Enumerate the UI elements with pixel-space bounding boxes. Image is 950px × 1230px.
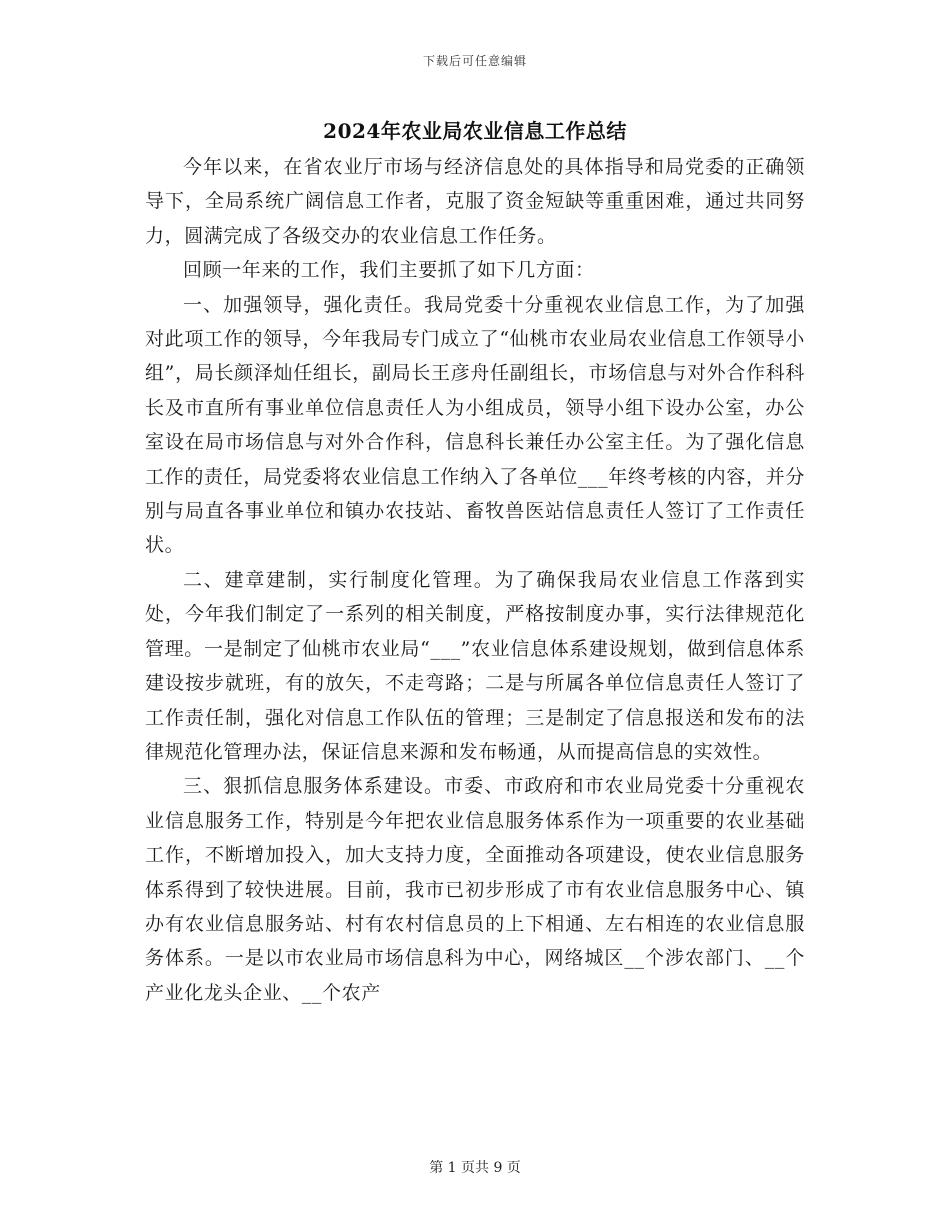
- paragraph-section-2: 二、建章建制，实行制度化管理。为了确保我局农业信息工作落到实处，今年我们制定了一系列的相关制度，严格按制度办事，实行法律规范化管理。一是制定了仙桃市农业局“___”农业信息体系建设规划，做到信息体系建设按步就班，有的放矢，不走弯路；二是与所属各单位信息责任人签订了工作责任制，强化对信息工作队伍的管理；三是制定了信息报送和发布的法律规范化管理办法，保证信息来源和发布畅通，从而提高信息的实效性。: [145, 568, 805, 763]
- paragraph-intro: 今年以来，在省农业厅市场与经济信息处的具体指导和局党委的正确领导下，全局系统广阔信息工作者，克服了资金短缺等重重困难，通过共同努力，圆满完成了各级交办的农业信息工作任务。: [145, 156, 805, 247]
- document-body: [145, 150, 805, 1010]
- paragraph-section-3: 三、狠抓信息服务体系建设。市委、市政府和市农业局党委十分重视农业信息服务工作，特别是今年把农业信息服务体系作为一项重要的农业基础工作，不断增加投入，加大支持力度，全面推动各项建设，使农业信息服务体系得到了较快进展。目前，我市已初步形成了市有农业信息服务中心、镇办有农业信息服务站、村有农村信息员的上下相通、左右相连的农业信息服务体系。一是以市农业局市场信息科为中心，网络城区__个涉农部门、__个产业化龙头企业、__个农产: [145, 775, 805, 1004]
- page-header-note: 下载后可任意编辑: [422, 54, 527, 68]
- paragraph-review: 回顾一年来的工作，我们主要抓了如下几方面：: [183, 259, 595, 282]
- paragraph-section-1: 一、加强领导，强化责任。我局党委十分重视农业信息工作，为了加强对此项工作的领导，今年我局专门成立了“仙桃市农业局农业信息工作领导小组”，局长颜泽灿任组长，副局长王彦舟任副组长，市场信息与对外合作科科长及市直所有事业单位信息责任人为小组成员，领导小组下设办公室，办公室设在局市场信息与对外合作科，信息科长兼任办公室主任。为了强化信息工作的责任，局党委将农业信息工作纳入了各单位___年终考核的内容，并分别与局直各事业单位和镇办农技站、畜牧兽医站信息责任人签订了工作责任状。: [145, 293, 805, 557]
- document-title: 2024年农业局农业信息工作总结: [323, 119, 627, 143]
- page-number: 第 1 页共 9 页: [429, 1160, 521, 1176]
